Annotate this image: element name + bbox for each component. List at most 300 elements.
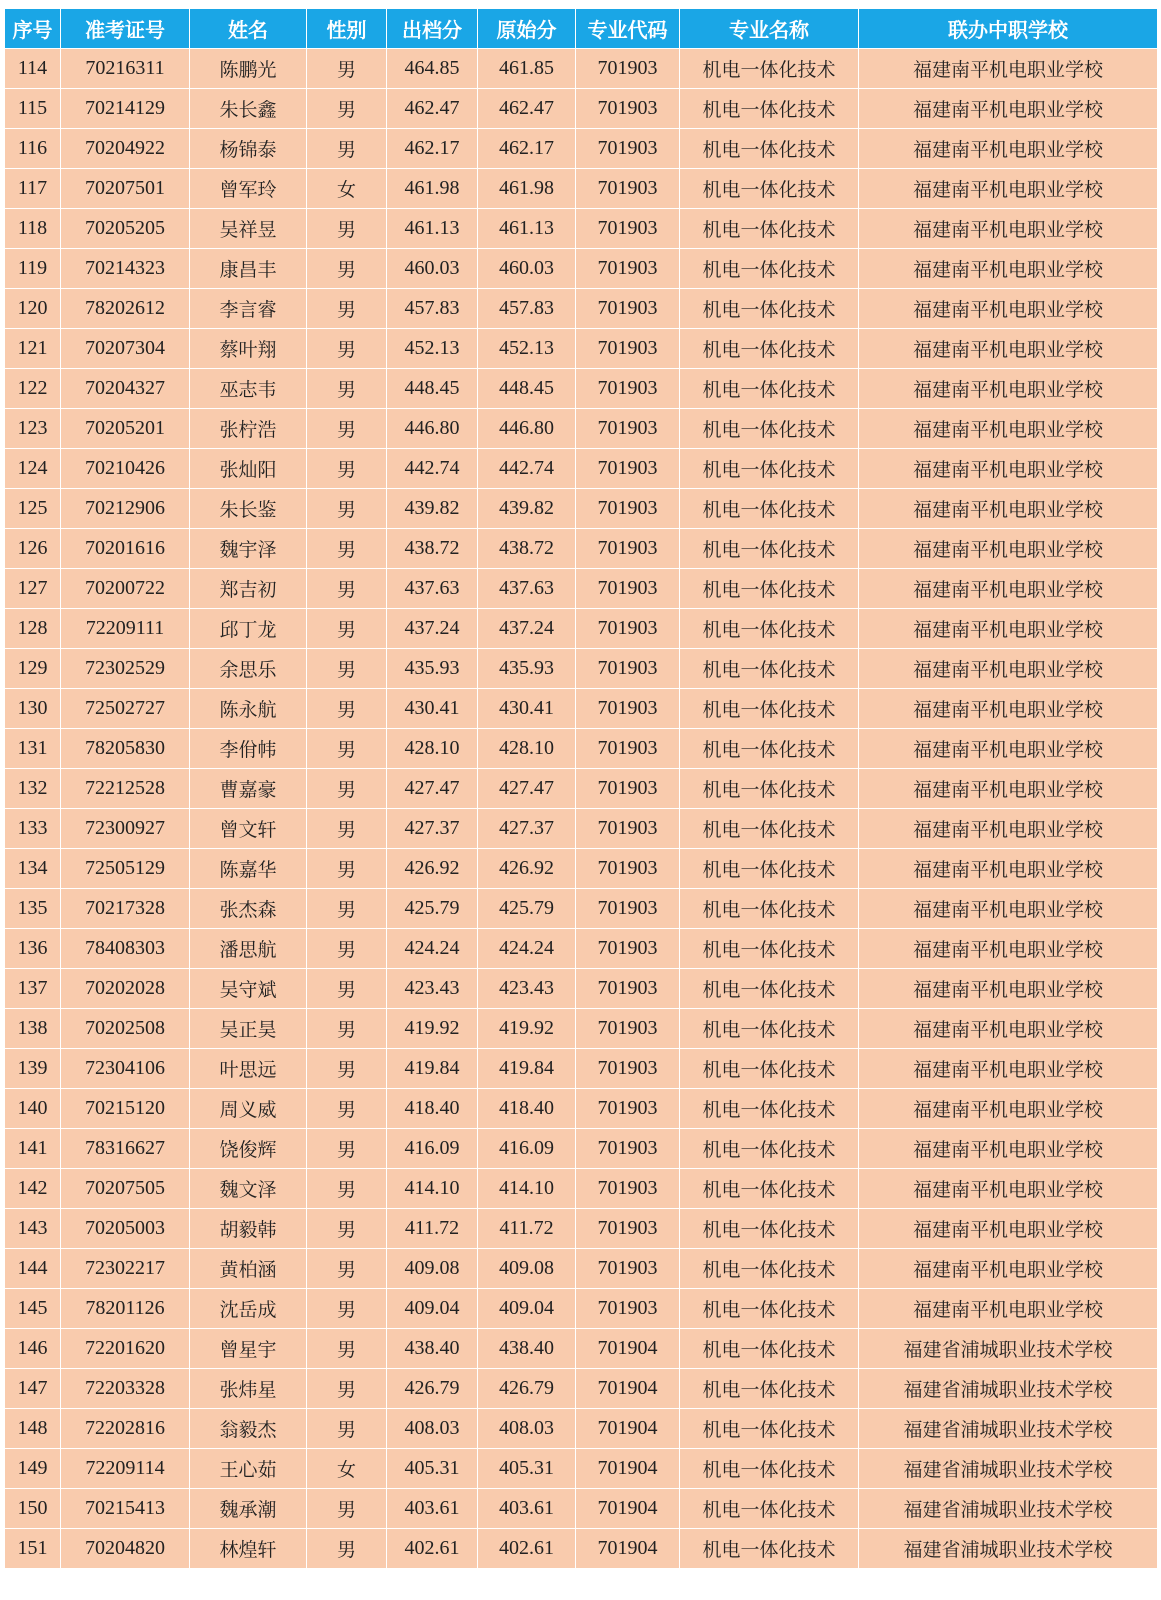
cell-exam-id: 72212528	[61, 769, 190, 809]
cell-admission-score: 428.10	[387, 729, 478, 769]
cell-exam-id: 70217328	[61, 889, 190, 929]
cell-major-code: 701904	[576, 1369, 680, 1409]
cell-seq: 151	[5, 1529, 61, 1569]
cell-seq: 134	[5, 849, 61, 889]
cell-gender: 女	[307, 1449, 387, 1489]
cell-admission-score: 402.61	[387, 1529, 478, 1569]
cell-name: 陈鹏光	[190, 49, 307, 89]
cell-raw-score: 437.63	[478, 569, 576, 609]
cell-name: 胡毅韩	[190, 1209, 307, 1249]
cell-seq: 140	[5, 1089, 61, 1129]
cell-seq: 117	[5, 169, 61, 209]
cell-seq: 129	[5, 649, 61, 689]
table-row	[5, 1129, 1158, 1169]
cell-major-code: 701903	[576, 1049, 680, 1089]
cell-name: 张杰森	[190, 889, 307, 929]
cell-admission-score: 416.09	[387, 1129, 478, 1169]
cell-major-name: 机电一体化技术	[680, 1409, 859, 1449]
cell-name: 李佾帏	[190, 729, 307, 769]
cell-major-name: 机电一体化技术	[680, 1169, 859, 1209]
cell-major-code: 701903	[576, 409, 680, 449]
cell-school: 福建南平机电职业学校	[859, 369, 1158, 409]
table-row	[5, 569, 1158, 609]
cell-major-name: 机电一体化技术	[680, 1529, 859, 1569]
cell-raw-score: 409.04	[478, 1289, 576, 1329]
cell-gender: 男	[307, 449, 387, 489]
cell-seq: 136	[5, 929, 61, 969]
cell-admission-score: 427.37	[387, 809, 478, 849]
cell-admission-score: 448.45	[387, 369, 478, 409]
cell-major-code: 701903	[576, 89, 680, 129]
cell-admission-score: 435.93	[387, 649, 478, 689]
cell-major-name: 机电一体化技术	[680, 1089, 859, 1129]
cell-gender: 男	[307, 849, 387, 889]
cell-raw-score: 403.61	[478, 1489, 576, 1529]
header-exam-id: 准考证号	[61, 9, 190, 49]
cell-seq: 148	[5, 1409, 61, 1449]
cell-admission-score: 408.03	[387, 1409, 478, 1449]
cell-gender: 男	[307, 249, 387, 289]
cell-admission-score: 461.98	[387, 169, 478, 209]
cell-seq: 114	[5, 49, 61, 89]
table-row	[5, 1369, 1158, 1409]
cell-raw-score: 442.74	[478, 449, 576, 489]
table-row	[5, 649, 1158, 689]
table-row	[5, 529, 1158, 569]
cell-major-code: 701903	[576, 489, 680, 529]
cell-raw-score: 411.72	[478, 1209, 576, 1249]
cell-gender: 男	[307, 289, 387, 329]
cell-admission-score: 418.40	[387, 1089, 478, 1129]
cell-school: 福建南平机电职业学校	[859, 849, 1158, 889]
cell-admission-score: 457.83	[387, 289, 478, 329]
cell-raw-score: 418.40	[478, 1089, 576, 1129]
cell-major-name: 机电一体化技术	[680, 249, 859, 289]
cell-major-code: 701903	[576, 929, 680, 969]
cell-school: 福建南平机电职业学校	[859, 569, 1158, 609]
cell-raw-score: 461.98	[478, 169, 576, 209]
cell-admission-score: 438.40	[387, 1329, 478, 1369]
cell-exam-id: 70204922	[61, 129, 190, 169]
cell-admission-score: 439.82	[387, 489, 478, 529]
cell-admission-score: 426.92	[387, 849, 478, 889]
cell-admission-score: 460.03	[387, 249, 478, 289]
cell-exam-id: 70210426	[61, 449, 190, 489]
cell-school: 福建南平机电职业学校	[859, 89, 1158, 129]
cell-name: 康昌丰	[190, 249, 307, 289]
cell-major-code: 701903	[576, 289, 680, 329]
cell-admission-score: 437.63	[387, 569, 478, 609]
cell-major-code: 701903	[576, 1169, 680, 1209]
cell-school: 福建南平机电职业学校	[859, 489, 1158, 529]
cell-exam-id: 70216311	[61, 49, 190, 89]
cell-major-name: 机电一体化技术	[680, 1489, 859, 1529]
cell-raw-score: 439.82	[478, 489, 576, 529]
cell-gender: 男	[307, 489, 387, 529]
cell-seq: 137	[5, 969, 61, 1009]
cell-major-name: 机电一体化技术	[680, 209, 859, 249]
cell-name: 饶俊辉	[190, 1129, 307, 1169]
cell-major-name: 机电一体化技术	[680, 89, 859, 129]
cell-gender: 男	[307, 129, 387, 169]
cell-raw-score: 438.72	[478, 529, 576, 569]
table-row	[5, 1049, 1158, 1089]
header-school: 联办中职学校	[859, 9, 1158, 49]
cell-name: 张柠浩	[190, 409, 307, 449]
cell-school: 福建南平机电职业学校	[859, 1049, 1158, 1089]
cell-exam-id: 72300927	[61, 809, 190, 849]
cell-raw-score: 457.83	[478, 289, 576, 329]
cell-name: 郑吉初	[190, 569, 307, 609]
cell-school: 福建南平机电职业学校	[859, 769, 1158, 809]
cell-raw-score: 409.08	[478, 1249, 576, 1289]
cell-admission-score: 424.24	[387, 929, 478, 969]
cell-major-name: 机电一体化技术	[680, 409, 859, 449]
header-row	[5, 9, 1158, 49]
cell-seq: 130	[5, 689, 61, 729]
table-row	[5, 1089, 1158, 1129]
cell-major-name: 机电一体化技术	[680, 1049, 859, 1089]
cell-name: 王心茹	[190, 1449, 307, 1489]
cell-school: 福建南平机电职业学校	[859, 1209, 1158, 1249]
cell-major-code: 701903	[576, 809, 680, 849]
cell-name: 魏承潮	[190, 1489, 307, 1529]
cell-school: 福建南平机电职业学校	[859, 609, 1158, 649]
cell-school: 福建南平机电职业学校	[859, 889, 1158, 929]
cell-major-code: 701903	[576, 849, 680, 889]
header-raw-score: 原始分	[478, 9, 576, 49]
cell-major-code: 701903	[576, 729, 680, 769]
cell-admission-score: 425.79	[387, 889, 478, 929]
cell-seq: 139	[5, 1049, 61, 1089]
cell-major-name: 机电一体化技术	[680, 529, 859, 569]
cell-seq: 144	[5, 1249, 61, 1289]
cell-name: 邱丁龙	[190, 609, 307, 649]
cell-exam-id: 70214323	[61, 249, 190, 289]
cell-major-code: 701903	[576, 1249, 680, 1289]
table-row	[5, 689, 1158, 729]
cell-major-code: 701903	[576, 369, 680, 409]
cell-name: 曾军玲	[190, 169, 307, 209]
cell-school: 福建南平机电职业学校	[859, 1089, 1158, 1129]
cell-raw-score: 461.13	[478, 209, 576, 249]
cell-school: 福建南平机电职业学校	[859, 169, 1158, 209]
cell-seq: 133	[5, 809, 61, 849]
cell-name: 曾星宇	[190, 1329, 307, 1369]
cell-seq: 131	[5, 729, 61, 769]
cell-gender: 女	[307, 169, 387, 209]
cell-name: 张灿阳	[190, 449, 307, 489]
cell-major-name: 机电一体化技术	[680, 809, 859, 849]
cell-major-code: 701903	[576, 209, 680, 249]
cell-major-code: 701903	[576, 569, 680, 609]
cell-seq: 125	[5, 489, 61, 529]
cell-major-name: 机电一体化技术	[680, 1209, 859, 1249]
cell-major-name: 机电一体化技术	[680, 689, 859, 729]
cell-name: 潘思航	[190, 929, 307, 969]
cell-major-code: 701904	[576, 1529, 680, 1569]
cell-school: 福建省浦城职业技术学校	[859, 1529, 1158, 1569]
cell-major-code: 701904	[576, 1489, 680, 1529]
table-row	[5, 1249, 1158, 1289]
cell-name: 余思乐	[190, 649, 307, 689]
cell-exam-id: 78408303	[61, 929, 190, 969]
cell-major-code: 701903	[576, 329, 680, 369]
cell-exam-id: 72202816	[61, 1409, 190, 1449]
cell-seq: 138	[5, 1009, 61, 1049]
cell-raw-score: 425.79	[478, 889, 576, 929]
cell-raw-score: 426.92	[478, 849, 576, 889]
cell-school: 福建南平机电职业学校	[859, 289, 1158, 329]
cell-seq: 116	[5, 129, 61, 169]
cell-major-name: 机电一体化技术	[680, 569, 859, 609]
cell-major-name: 机电一体化技术	[680, 449, 859, 489]
cell-seq: 120	[5, 289, 61, 329]
cell-admission-score: 438.72	[387, 529, 478, 569]
cell-raw-score: 426.79	[478, 1369, 576, 1409]
cell-exam-id: 70204820	[61, 1529, 190, 1569]
cell-major-name: 机电一体化技术	[680, 329, 859, 369]
cell-major-code: 701903	[576, 129, 680, 169]
header-gender: 性别	[307, 9, 387, 49]
cell-exam-id: 70207304	[61, 329, 190, 369]
cell-gender: 男	[307, 1409, 387, 1449]
cell-major-name: 机电一体化技术	[680, 1369, 859, 1409]
cell-admission-score: 462.17	[387, 129, 478, 169]
cell-gender: 男	[307, 1489, 387, 1529]
cell-major-code: 701903	[576, 1209, 680, 1249]
cell-exam-id: 70207505	[61, 1169, 190, 1209]
cell-admission-score: 442.74	[387, 449, 478, 489]
cell-name: 吴祥昱	[190, 209, 307, 249]
cell-admission-score: 419.84	[387, 1049, 478, 1089]
cell-seq: 128	[5, 609, 61, 649]
cell-name: 魏宇泽	[190, 529, 307, 569]
cell-gender: 男	[307, 329, 387, 369]
cell-major-name: 机电一体化技术	[680, 169, 859, 209]
cell-exam-id: 70207501	[61, 169, 190, 209]
cell-exam-id: 70205205	[61, 209, 190, 249]
admission-table	[4, 8, 1158, 1569]
cell-major-code: 701903	[576, 1289, 680, 1329]
cell-major-code: 701903	[576, 49, 680, 89]
table-row	[5, 489, 1158, 529]
cell-gender: 男	[307, 1249, 387, 1289]
cell-name: 黄柏涵	[190, 1249, 307, 1289]
table-row	[5, 89, 1158, 129]
cell-name: 张炜星	[190, 1369, 307, 1409]
table-row	[5, 129, 1158, 169]
cell-admission-score: 426.79	[387, 1369, 478, 1409]
cell-exam-id: 72201620	[61, 1329, 190, 1369]
cell-school: 福建南平机电职业学校	[859, 1169, 1158, 1209]
cell-school: 福建省浦城职业技术学校	[859, 1369, 1158, 1409]
cell-school: 福建省浦城职业技术学校	[859, 1409, 1158, 1449]
cell-school: 福建南平机电职业学校	[859, 129, 1158, 169]
cell-seq: 149	[5, 1449, 61, 1489]
table-row	[5, 49, 1158, 89]
cell-raw-score: 419.84	[478, 1049, 576, 1089]
cell-major-name: 机电一体化技术	[680, 1009, 859, 1049]
cell-seq: 124	[5, 449, 61, 489]
cell-exam-id: 72502727	[61, 689, 190, 729]
table-row	[5, 1489, 1158, 1529]
cell-gender: 男	[307, 89, 387, 129]
cell-name: 吴守斌	[190, 969, 307, 1009]
cell-exam-id: 72302529	[61, 649, 190, 689]
cell-exam-id: 78205830	[61, 729, 190, 769]
cell-gender: 男	[307, 809, 387, 849]
cell-exam-id: 78316627	[61, 1129, 190, 1169]
cell-seq: 150	[5, 1489, 61, 1529]
cell-major-code: 701903	[576, 649, 680, 689]
cell-school: 福建南平机电职业学校	[859, 49, 1158, 89]
table-row	[5, 1329, 1158, 1369]
cell-major-code: 701903	[576, 449, 680, 489]
table-row	[5, 969, 1158, 1009]
cell-name: 吴正昊	[190, 1009, 307, 1049]
cell-raw-score: 416.09	[478, 1129, 576, 1169]
cell-raw-score: 428.10	[478, 729, 576, 769]
cell-major-code: 701903	[576, 529, 680, 569]
cell-gender: 男	[307, 49, 387, 89]
cell-admission-score: 414.10	[387, 1169, 478, 1209]
header-admission-score: 出档分	[387, 9, 478, 49]
cell-seq: 145	[5, 1289, 61, 1329]
cell-admission-score: 409.08	[387, 1249, 478, 1289]
cell-gender: 男	[307, 649, 387, 689]
cell-school: 福建南平机电职业学校	[859, 409, 1158, 449]
cell-admission-score: 419.92	[387, 1009, 478, 1049]
cell-name: 杨锦泰	[190, 129, 307, 169]
table-row	[5, 889, 1158, 929]
header-major-code: 专业代码	[576, 9, 680, 49]
cell-major-name: 机电一体化技术	[680, 489, 859, 529]
cell-exam-id: 72203328	[61, 1369, 190, 1409]
cell-admission-score: 427.47	[387, 769, 478, 809]
cell-raw-score: 462.17	[478, 129, 576, 169]
cell-name: 朱长鑫	[190, 89, 307, 129]
cell-exam-id: 70215120	[61, 1089, 190, 1129]
cell-seq: 143	[5, 1209, 61, 1249]
cell-admission-score: 411.72	[387, 1209, 478, 1249]
cell-exam-id: 70212906	[61, 489, 190, 529]
cell-seq: 123	[5, 409, 61, 449]
cell-seq: 146	[5, 1329, 61, 1369]
cell-exam-id: 78202612	[61, 289, 190, 329]
cell-exam-id: 72304106	[61, 1049, 190, 1089]
cell-school: 福建省浦城职业技术学校	[859, 1329, 1158, 1369]
cell-gender: 男	[307, 1009, 387, 1049]
table-row	[5, 729, 1158, 769]
cell-major-name: 机电一体化技术	[680, 849, 859, 889]
cell-major-code: 701903	[576, 169, 680, 209]
cell-gender: 男	[307, 409, 387, 449]
cell-school: 福建省浦城职业技术学校	[859, 1449, 1158, 1489]
cell-name: 曾文轩	[190, 809, 307, 849]
cell-gender: 男	[307, 529, 387, 569]
cell-name: 蔡叶翔	[190, 329, 307, 369]
cell-exam-id: 70205201	[61, 409, 190, 449]
header-name: 姓名	[190, 9, 307, 49]
cell-gender: 男	[307, 1289, 387, 1329]
cell-major-name: 机电一体化技术	[680, 609, 859, 649]
cell-raw-score: 414.10	[478, 1169, 576, 1209]
cell-school: 福建南平机电职业学校	[859, 729, 1158, 769]
cell-major-code: 701903	[576, 1129, 680, 1169]
table-row	[5, 929, 1158, 969]
cell-gender: 男	[307, 369, 387, 409]
cell-admission-score: 464.85	[387, 49, 478, 89]
cell-seq: 126	[5, 529, 61, 569]
cell-school: 福建南平机电职业学校	[859, 209, 1158, 249]
table-row	[5, 769, 1158, 809]
cell-major-name: 机电一体化技术	[680, 289, 859, 329]
cell-school: 福建南平机电职业学校	[859, 649, 1158, 689]
cell-gender: 男	[307, 1329, 387, 1369]
cell-raw-score: 408.03	[478, 1409, 576, 1449]
cell-exam-id: 70200722	[61, 569, 190, 609]
cell-school: 福建南平机电职业学校	[859, 329, 1158, 369]
cell-major-name: 机电一体化技术	[680, 889, 859, 929]
cell-raw-score: 427.47	[478, 769, 576, 809]
table-row	[5, 1529, 1158, 1569]
cell-seq: 132	[5, 769, 61, 809]
cell-admission-score: 430.41	[387, 689, 478, 729]
cell-gender: 男	[307, 1089, 387, 1129]
cell-exam-id: 72302217	[61, 1249, 190, 1289]
cell-major-code: 701903	[576, 689, 680, 729]
cell-admission-score: 403.61	[387, 1489, 478, 1529]
cell-major-name: 机电一体化技术	[680, 769, 859, 809]
cell-gender: 男	[307, 1369, 387, 1409]
cell-raw-score: 448.45	[478, 369, 576, 409]
cell-raw-score: 446.80	[478, 409, 576, 449]
table-row	[5, 809, 1158, 849]
cell-major-code: 701904	[576, 1409, 680, 1449]
cell-name: 魏文泽	[190, 1169, 307, 1209]
cell-gender: 男	[307, 929, 387, 969]
table-row	[5, 329, 1158, 369]
cell-exam-id: 72209111	[61, 609, 190, 649]
table-row	[5, 1409, 1158, 1449]
cell-name: 周义威	[190, 1089, 307, 1129]
cell-admission-score: 452.13	[387, 329, 478, 369]
cell-major-code: 701903	[576, 769, 680, 809]
header-seq: 序号	[5, 9, 61, 49]
cell-admission-score: 437.24	[387, 609, 478, 649]
cell-raw-score: 430.41	[478, 689, 576, 729]
cell-major-name: 机电一体化技术	[680, 929, 859, 969]
cell-raw-score: 437.24	[478, 609, 576, 649]
cell-seq: 119	[5, 249, 61, 289]
cell-admission-score: 446.80	[387, 409, 478, 449]
cell-major-name: 机电一体化技术	[680, 49, 859, 89]
cell-admission-score: 461.13	[387, 209, 478, 249]
cell-school: 福建南平机电职业学校	[859, 529, 1158, 569]
cell-seq: 142	[5, 1169, 61, 1209]
cell-major-name: 机电一体化技术	[680, 1329, 859, 1369]
cell-gender: 男	[307, 1529, 387, 1569]
cell-exam-id: 72209114	[61, 1449, 190, 1489]
table-body	[5, 49, 1158, 1569]
cell-major-code: 701903	[576, 889, 680, 929]
cell-major-code: 701904	[576, 1329, 680, 1369]
cell-gender: 男	[307, 1129, 387, 1169]
cell-school: 福建南平机电职业学校	[859, 929, 1158, 969]
cell-major-name: 机电一体化技术	[680, 129, 859, 169]
table-row	[5, 289, 1158, 329]
